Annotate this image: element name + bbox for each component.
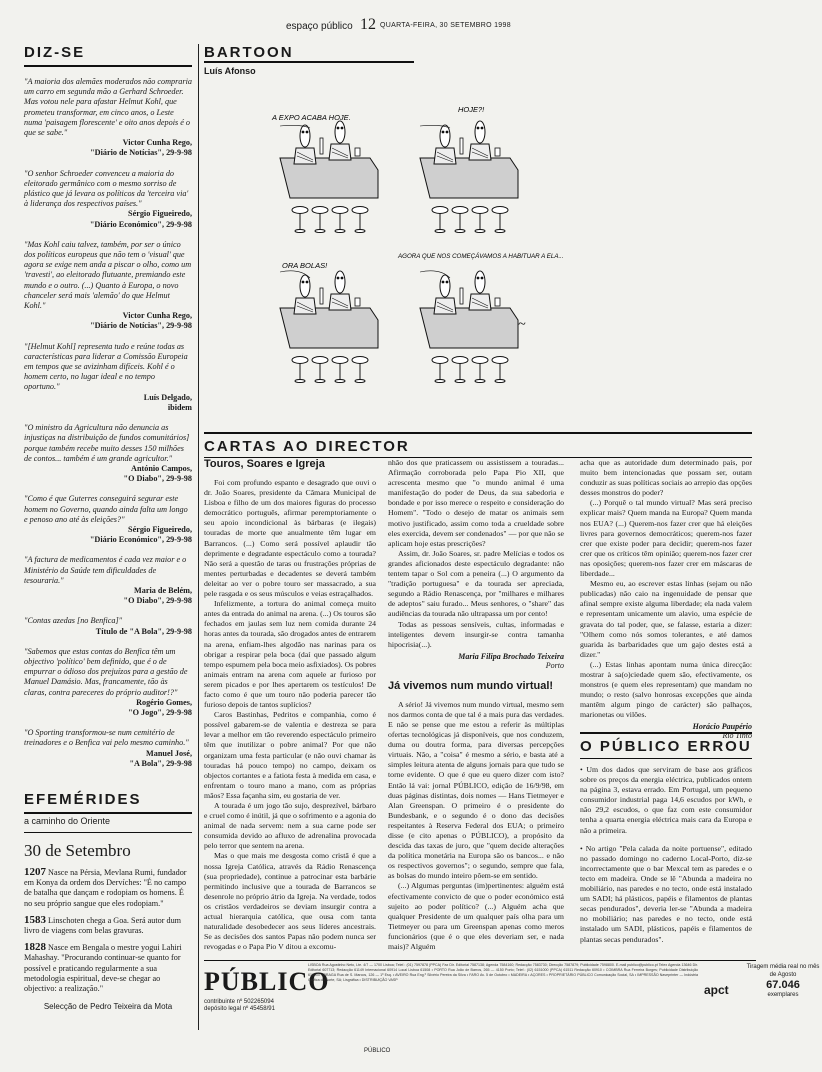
quote-item: [24, 555, 192, 606]
quote-author: Sérgio Figueiredo,: [128, 209, 192, 219]
letter-paragraph: Caros Bastinhas, Pedritos e companhia, como é possível gabarem-se de valentia e destreza se para levar a melhor em tão reverendo espectáculo primeiro têm que inutilizar o pobre animal? Por que não organizam uma festa particular (e não ouvi chamar às touradas há pouco tempo) no campo, deixam os objectos cortantes e a fatiota festa à medida em casa, e enfrentam o touro mano a mano, com as próprias mãos? Essa façanha sim, eu gostaria de ver.: [204, 710, 376, 800]
quote-item: [24, 647, 192, 718]
efemerides-title: EFEMÉRIDES: [24, 790, 142, 808]
apct-logo: apct: [704, 983, 729, 997]
letter-column-3: [580, 458, 752, 740]
quote-author: Victor Cunha Rego,: [122, 138, 192, 148]
dizse-title: DIZ-SE: [24, 44, 86, 61]
quote-source: ibidem: [167, 402, 192, 412]
letter-title: Já vivemos num mundo virtual!: [388, 679, 554, 692]
quote-text: "O Sporting transformou-se num cemitério de treinadores e o Benfica vai pelo mesmo caminho.": [24, 728, 189, 748]
correction-paragraph: • Um dos dados que serviram de base aos gráficos sobre os preços da energia eléctrica, publicados ontem na página 3, estava errado. Em Portugal, um pequeno consumidor industrial paga 14,6 escudos por kWh, e não 29,2 escudos, o que faz com este consumidor tenha a quarta energia eléctrica mais cara da Europa e não a primeira.: [580, 765, 752, 835]
quote-list: [24, 77, 192, 769]
quote-item: [24, 240, 192, 332]
letter-paragraph: Foi com profundo espanto e desagrado que ouvi o dr. João Soares, presidente da Câmara Municipal de Lisboa e filho de um dos maiores figuras do processo democrático português, afirmar peremptoriamente o seu apoio incondicional às bárbaras (e ilegais) touradas de morte que anualmente têm lugar em Barrancos. (...) Como será possível aplaudir tão deprimente e degradante espectáculo como a tourada? Não será a questão de taras ou frustrações próprias de mentes perturbadas e decadentes se deverá também deleitar ao ver o pobre touro ser massacrado, a sua pele rasgada e os seus músculos e veias estraçalhados.: [204, 478, 376, 599]
masthead-credits: LISBOA Rua Agostinho Neto, Lte. 4/7 — 1700 Lisboa; Telef.: (01) 7597878 (PPCA) Fax Dir. Editorial 7587138; Agenda 7584160; Redacção 7583730; Direcção 7587879; Publicidade 7598800. E-mail publico@publico.pt Telex Agenda 13646 Dir. Editorial 607713; Redacção 61149 Internacional 60914 Local Lisboa 61508 • PORTO Rua João de Barros, 265 — 4150 Porto; Telef.: (02) 6151000 (PPCA) 61511 Redacção 60910 • COIMBRA Rua Ferreira Borges; Publicidade Distribuição 616000 • BRAGA Rua de S. Marcos, 126 — 1º Esq. • AVEIRO Rua Eng.º Silvério Pereira da Silva • FARO Av. 5 de Outubro • MADEIRA • AÇORES • PROPRIETÁRIO PÚBLICO Comunicação Social, SA • IMPRESSÃO Naveprinter — Indústria Gráfica do Norte, SA; Lisgráfica • DISTRIBUIÇÃO VASP: [308, 963, 698, 982]
quote-author: Sérgio Figueiredo,: [128, 524, 192, 534]
letter-column-2: [388, 458, 564, 952]
page-footer: PÚBLICO: [364, 1048, 391, 1054]
quote-source: "O Diabo", 29-9-98: [123, 474, 192, 484]
efemeride-item: [24, 915, 192, 936]
comic-panel: [280, 271, 378, 383]
letter-paragraph: (...) Porquê o tal mundo virtual? Mas será preciso explicar mais? Quem manda na Europa? Quem manda nos EUA? (...) Querem-nos fazer crer que há eleições livres para governos democráticos; querem-nos fazer crer que existe poder para decidir; querem-nos fazer crer que os críticos têm opinião; querem-nos fazer crer nas oposições; querem-nos fazer crer em máscaras de liberdade...: [580, 498, 752, 579]
letter-paragraph: (...) Algumas perguntas (im)pertinentes: alguém está efectivamente convicto de que o poder económico está sujeito ao poder político? (...) Alguém acha que qualquer Presidente de um qualquer país olha para um Tietmeyer ou para um Greenspan apenas como meros funcionários (que é o que eles deveriam ser, e nada mais)? Alguém: [388, 881, 564, 952]
speech-bubble-3: ORA BOLAS!: [282, 261, 328, 270]
efemerides-list: [24, 867, 192, 994]
quote-item: [24, 616, 192, 636]
letter-place: Rio Tinto: [722, 731, 752, 741]
quote-author: Maria de Belém,: [134, 585, 192, 595]
speech-bubble-4: AGORA QUE NOS COMEÇÁVAMOS A HABITUAR A ELA...: [398, 253, 564, 260]
letter-signature: Maria Filipa Brochado Teixeira: [458, 651, 564, 661]
circulation-unit: exemplares: [767, 992, 799, 998]
legal-info: [204, 999, 275, 1013]
page-number: 12: [360, 16, 376, 33]
letter-paragraph: Infelizmente, a tortura do animal começa muito antes da entrada do animal na arena. (...) Os touros são fechados em jaulas sem luz nem comida durante 24 horas antes da tourada, são drogados antes de entrarem na arena, enfiam-lhes algodão nas narinas para os obrigar a respirar pela boca (daí que passado algum tempo espumem pela boca meio asfixiados). Os pobres animais entram na arena com aquele ar furioso por serem picados e por lhes apertarem os testículos! De facto como é que um touro não poderia parecer tão furioso depois de tantos suplícios?: [204, 599, 376, 710]
letter-paragraph: A sério! Já vivemos num mundo virtual, mesmo sem nos darmos conta de que tal é a mais pura das verdades. E não se pense que me estou a referir às múltiplas ofertas tecnológicas já disponíveis, que nos conduzem, duma ou doutra forma, para diversas percepções virtuais. Não, a "coisa" é mesmo a sério, e basta até a simples leitura atenta de alguns jornais para que tudo se torne evidente. O que é que eu quero dizer com isto? Então lá vai: jornal PÚBLICO, edição de 16/9/98, em duas páginas distintas, dois nomes — Hans Tietmeyer e Alan Greenspan. O primeiro é o presidente do Bundesbank, e o segundo é o dono das decisões respeitantes à Reserva Federal dos EUA; o primeiro disse (e cito apenas o PÚBLICO), a propósito da descida das taxas de juro, que "quem decide alterações da política monetária na Europa são os bancos... e não os respectivos governos"; o segundo, sempre que fala, as bolsas do mundo inteiro põem-se em sentido.: [388, 699, 564, 881]
quote-author: Rogério Gomes,: [136, 697, 192, 707]
quote-text: "O senhor Schroeder convenceu a maioria do eleitorado germânico com o mesmo sorriso de plástico que já levara os políticos da 'terceira via' à liderança dos respectivos países.": [24, 168, 189, 209]
contribuinte-number: contribuinte nº 502265094: [204, 999, 274, 1005]
page-header: [24, 18, 768, 34]
letter-paragraph: Mas o que mais me desgosta como cristã é que a nossa Igreja Católica, através da Rádio Renascença (sua propriedade), continue a patrocinar esta barbárie permitindo inclusive que a tourada de Barrancos se desenrole no próprio átrio da Igreja. Na verdade, todos os cristãos verdadeiros se deviam insurgir contra a actual hierarquia católica, que ousa com tanta naturalidade desobedecer aos seus líderes ancestrais. Se as decisões dos santos Papas não podem nunca ser revogadas e o Papa Pio V ditou a excomu-: [204, 851, 376, 952]
quote-source: "O Jogo", 29-9-98: [128, 707, 192, 717]
circulation-box: [744, 963, 822, 999]
letter-paragraph: Mesmo eu, ao escrever estas linhas (sejam ou não publicadas) não caio na ingenuidade de pensar que afinal sempre existe alguma liberdade; ela nada valem e representam unicamente um alavio, uma espécie de gravata do tal poder, que, se falasse, estaria a dizer: "Olhem como nós somos tolerantes, e até damos guarida às barbaridades que um gajo destes está a dizer.": [580, 579, 752, 659]
publico-logo: PÚBLICO: [204, 967, 330, 996]
efemeride-year: 1207: [24, 865, 46, 878]
quote-item: [24, 77, 192, 159]
speech-bubble-2: HOJE?!: [458, 105, 485, 114]
letter-title: Touros, Soares e Igreja: [204, 458, 325, 470]
comic-panel: [420, 271, 518, 383]
errou-title: O PÚBLICO ERROU: [580, 732, 752, 755]
bartoon-author: Luís Afonso: [204, 66, 256, 76]
quote-item: [24, 342, 192, 413]
quote-source: "O Diabo", 29-9-98: [123, 596, 192, 606]
letter-paragraph: acha que as autoridade dum determinado país, por muito bem intencionadas que possam ser, outam conduzir as suas políticas sociais ao arrepio das opções desses monstros do poder?: [580, 458, 752, 498]
letter-column-1: [204, 458, 376, 952]
background-bleed-text: [560, 40, 768, 440]
quote-text: "A factura de medicamentos é cada vez maior e o Ministério da Saúde tem dificuldades de tesouraria.": [24, 555, 187, 585]
quote-author: Luís Delgado,: [143, 392, 192, 402]
dizse-column: [24, 44, 192, 1011]
efemerides-section: [24, 791, 192, 1011]
section-rule: [24, 65, 192, 67]
efemeride-item: [24, 867, 192, 909]
efemerides-subtitle: a caminho do Oriente: [24, 814, 192, 833]
efemerides-date: 30 de Setembro: [24, 840, 131, 860]
quote-text: "Como é que Guterres conseguirá segurar este homem no Governo, quando ainda falta um longo e penoso ano até às eleições?": [24, 494, 188, 524]
correction-paragraph: • No artigo "Pela calada da noite portuense", editado no passado domingo no caderno Local-Porto, diz-se incorrectamente que o bar Mexcal tem as paredes e o tecto em madeira. Onde se lê "Abunda a madeira no mobiliário, nas paredes e no tecto, onde está instalado um SADI; há plásticos, papéis e filamentos de plantas secas pendurados", deveria ler-se "Abunda a madeira no mobiliário; nas paredes e no tecto, onde está instalado um SADI, plásticos, papéis e filamentos de plantas secas pendurados".: [580, 843, 752, 944]
quote-source: "Diário Económico", 29-9-98: [89, 219, 192, 229]
efemeride-year: 1583: [24, 913, 46, 926]
efemerides-credit: Selecção de Pedro Teixeira da Mota: [43, 1002, 173, 1012]
circulation-label: Tiragem média real no mês de Agosto: [746, 964, 820, 978]
quote-source: "A Bola", 29-9-98: [129, 758, 192, 768]
quote-source: "Diário de Notícias", 29-9-98: [90, 148, 192, 158]
efemeride-text: Linschoten chega a Goa. Será autor dum livro de viagens com belas gravuras.: [24, 915, 182, 935]
bartoon-comic-strip: [260, 98, 564, 418]
quote-text: "[Helmut Kohl] representa tudo e reúne todas as características para liderar a Comissão Europeia em tempos que se avizinham difíceis. Kohl é o homem certo, no lugar ideal e no tempo oportuno.": [24, 341, 188, 392]
quote-source: "Diário de Notícias", 29-9-98: [90, 321, 192, 331]
circulation-value: 67.046: [766, 979, 800, 991]
bartoon-section: [204, 44, 414, 76]
section-rule: [204, 61, 414, 63]
deposito-legal: depósito legal nº 45458/91: [204, 1006, 275, 1012]
section-rule: [580, 758, 752, 759]
letter-paragraph: (...) Estas linhas apontam numa única direcção: mostrar à sa(o)ciedade quem são, efectivamente, os monstros (e quem eles representam) que mandam no mundo; o resto (salvo honrosas excepções que ainda mantêm algum pingo de carácter) são palhaços, marionetas ou vilões.: [580, 659, 752, 720]
quote-text: "Contas azedas [no Benfica]": [24, 616, 123, 626]
bartoon-title: BARTOON: [204, 44, 294, 61]
column-divider: [198, 44, 199, 1030]
efemeride-item: [24, 942, 192, 994]
quote-source: Título de "A Bola", 29-9-98: [95, 626, 192, 636]
quote-author: Manuel José,: [146, 748, 192, 758]
masthead-footer: [204, 960, 820, 1012]
errou-section: [580, 732, 752, 945]
quote-item: [24, 169, 192, 230]
efemeride-year: 1828: [24, 941, 46, 954]
cartas-section: [204, 432, 752, 458]
quote-item: [24, 728, 192, 769]
quote-text: "Sabemos que estas contas do Benfica têm um objectivo 'político' bem definido, que é o de empurrar o ódioso dos prejuízos para a gestão de Manuel Damásio. Mas, francamente, tão às claras, contra pareceres do próprio auditor!?": [24, 646, 188, 697]
quote-item: [24, 423, 192, 484]
speech-bubble-1: A EXPO ACABA HOJE.: [272, 113, 351, 122]
quote-text: "Mas Kohl caiu talvez, também, por ser o único dos políticos europeus que não tem o 'visual' que agora se exige nem anda a piscar o olho, como um 'travesti', ao eleitorado flutuante, premiando este mundo e o outro. (...) Quanto à Europa, o novo chanceler será mais 'alemão' do que Helmut Kohl.": [24, 239, 192, 311]
letter-paragraph: A tourada é um jogo tão sujo, desprezível, bárbaro e cruel como é inútil, já que o sofrimento e a agonia do animal de nada servem: nem a sua carne pode ser consumida devido ao afluxo de adrenalina provocada pelo terror que sentem na arena.: [204, 801, 376, 851]
page-date: QUARTA-FEIRA, 30 SETEMBRO 1998: [380, 22, 511, 29]
letter-place: Porto: [545, 660, 564, 670]
quote-author: António Campos,: [131, 463, 192, 473]
section-name: espaço público: [286, 21, 353, 32]
letter-paragraph: nhão dos que praticassem ou assistissem a touradas... Afirmação corroborada pelo Papa Pio XII, que acrescenta mesmo que "o mundo animal é uma manifestação do poder de Deus, da sua sabedoria e bondade e por isso merece o respeito e consideração do Homem". "Todo o desejo de matar os animais sem motivo justificado, assim como toda a crueldade sobre eles exercida, devem ser condenados" — por que não se aplicam hoje estas prescrições?: [388, 458, 564, 548]
quote-source: "Diário Económico", 29-9-98: [89, 535, 192, 545]
comic-panel: [280, 121, 378, 233]
quote-text: "O ministro da Agricultura não denuncia as injustiças na distribuição de fundos comunitários] porque também recebe muito desses 150 milhões de contos... também é um grande agricultor.": [24, 423, 190, 463]
efemeride-text: Nasce em Bengala o mestre yogui Lahiri Mahashay. "Procurando continuar-se quanto for possível e praticando regularmente a sua metodologia espiritual, deve-se chegar ao objectivo: a realização.": [24, 943, 182, 994]
letter-paragraph: Assim, dr. João Soares, sr. padre Melícias e todos os grandes aficionados deste espectáculo degradante: não tentem tapar o Sol com a peneira (...) O argumento da "tradição portuguesa" e da tourada ser apreciada, segundo a Rádio Renascença, por "milhares e milhares de adeptos" saiu furado... Meus senhores, o "share" das audiências da tourada não ultrapassa um por cento!: [388, 548, 564, 619]
letter-paragraph: Todas as pessoas sensíveis, cultas, informadas e inteligentes devem insurgir-se contra tamanha hipocrisia(...).: [388, 619, 564, 649]
letter-signature: Horácio Paupério: [692, 722, 752, 732]
quote-author: Victor Cunha Rego,: [122, 311, 192, 321]
cartas-title: CARTAS AO DIRECTOR: [204, 438, 410, 455]
quote-item: [24, 494, 192, 545]
efemeride-text: Nasce na Pérsia, Mevlana Rumi, fundador em Konya da ordem dos Dervíches: "É no campo de batalha que dançam e rodopiam os homens. É no seu próprio sangue que eles rodopiam.": [24, 867, 187, 908]
cartoonist-signature: ~: [518, 317, 526, 332]
quote-text: "A maioria dos alemães moderados não compraria um carro em segunda mão a Gerhard Schroeder. Mas votou nele para afastar Helmut Kohl, que prometeu transformar, em cinco anos, o Leste numa 'paisagem florescente' e oito anos depois é o que se sabe.": [24, 77, 192, 138]
comic-panel: [420, 121, 518, 233]
